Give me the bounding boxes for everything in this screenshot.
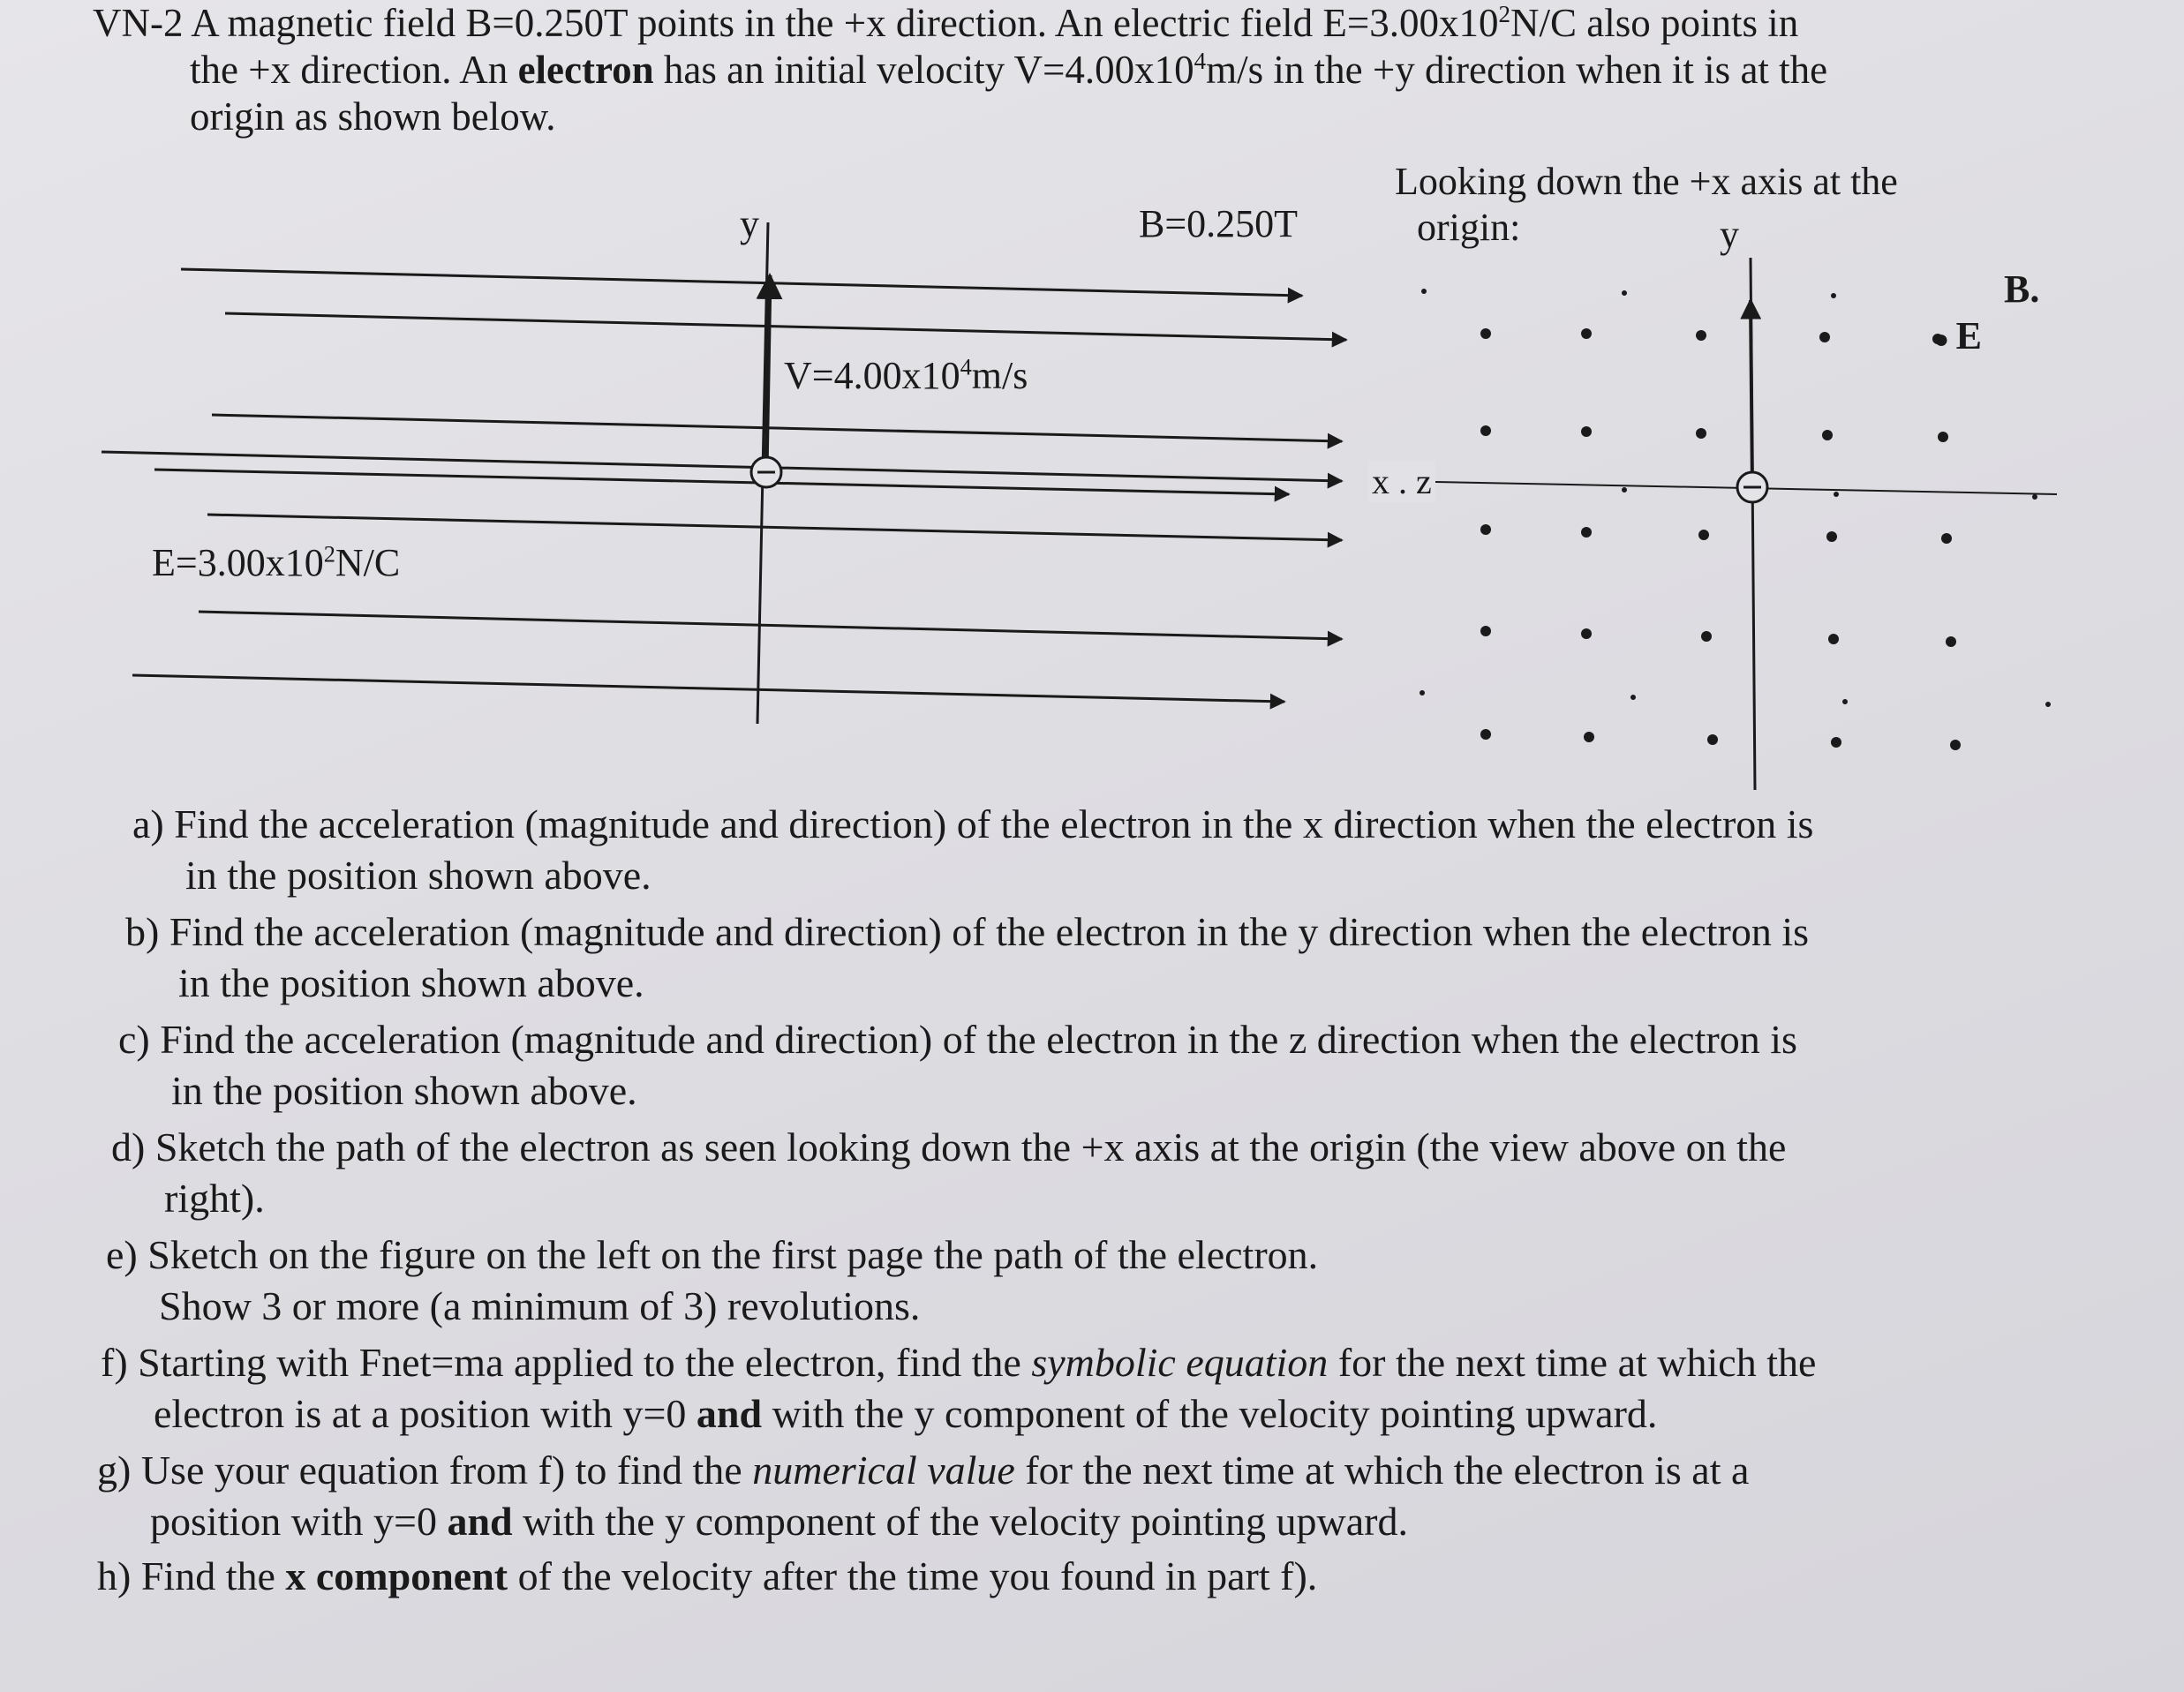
question-a: a) Find the acceleration (magnitude and direction) of the electron in the x direction when the electron is in the position shown above. [132, 801, 1814, 898]
field-dot [1480, 729, 1491, 740]
field-line [207, 515, 1342, 540]
field-dot [1622, 487, 1627, 493]
field-dot [1480, 524, 1491, 535]
field-line [199, 612, 1342, 639]
question-h: h) Find the x component of the velocity after the time you found in part f). [97, 1553, 1318, 1598]
field-line [102, 452, 1342, 481]
b-field-label: B=0.250T [1139, 202, 1299, 245]
field-dot [1946, 636, 1956, 647]
x-z-axis-label: x . z [1368, 461, 1435, 502]
electron-left [751, 457, 781, 487]
y-label-left: y [740, 202, 759, 245]
field-dot [1831, 737, 1841, 748]
field-dot [2032, 494, 2037, 500]
field-dot [2045, 702, 2051, 707]
field-dot [1819, 332, 1830, 342]
field-dot [1707, 734, 1718, 745]
field-dot [1938, 432, 1948, 442]
field-dot [1630, 695, 1636, 700]
field-dot [1831, 293, 1836, 298]
field-dot [1950, 740, 1961, 750]
field-dot [1701, 631, 1712, 642]
field-dot [1698, 530, 1709, 540]
e-label-right: ● E [1933, 314, 1982, 357]
field-dot [1822, 430, 1833, 440]
b-label-right: B. [2004, 267, 2040, 311]
question-g: g) Use your equation from f) to find the numerical value for the next time at which the electron is at a position with y=0 and with the y component of the velocity pointing upward. [97, 1448, 1750, 1544]
field-dot [1581, 628, 1592, 639]
field-dot [1828, 634, 1839, 644]
question-e: e) Sketch on the figure on the left on the first page the path of the electron. Show 3 or more (a minimum of 3) revolutions. [106, 1232, 1319, 1328]
field-dot [1581, 426, 1592, 437]
field-dot [1421, 289, 1427, 294]
y-arrow-right [1751, 300, 1752, 487]
field-line [132, 675, 1284, 702]
questions-list [97, 799, 2154, 1602]
field-line [181, 269, 1302, 296]
question-f: f) Starting with Fnet=ma applied to the electron, find the symbolic equation for the next time at which the electron is at a position with y=0 and with the y component of the velocity pointing upward. [101, 1340, 1817, 1436]
figure-canvas [0, 0, 2184, 812]
field-line [154, 470, 1289, 494]
field-dot [1480, 425, 1491, 436]
question-b: b) Find the acceleration (magnitude and direction) of the electron in the y direction when the electron is in the position shown above. [125, 909, 1810, 1005]
field-dot [1581, 527, 1592, 538]
y-label-right: y [1720, 213, 1739, 256]
field-dot [1826, 531, 1837, 542]
question-c: c) Find the acceleration (magnitude and direction) of the electron in the z direction when the electron is in the position shown above. [118, 1017, 1797, 1113]
question-d: d) Sketch the path of the electron as seen looking down the +x axis at the origin (the view above on the right). [111, 1124, 1787, 1221]
field-line [212, 415, 1342, 441]
field-dot [1834, 492, 1839, 497]
field-dot [1696, 428, 1706, 439]
field-dot [1941, 533, 1952, 544]
right-figure-caption-line-1: Looking down the +x axis at the [1395, 160, 1898, 203]
field-dot [1622, 290, 1627, 296]
horizontal-axis-right [1390, 481, 2057, 494]
field-dot [1420, 690, 1425, 696]
field-dot [1842, 699, 1848, 704]
field-dot [1480, 328, 1491, 339]
field-dot [1584, 732, 1594, 742]
problem-line-3: origin as shown below. [190, 94, 556, 139]
field-dot [1696, 330, 1706, 341]
problem-line-1: VN-2 A magnetic field B=0.250T points in the +x direction. An electric field $E=3.00x10^2N/C$ also points in [93, 1, 1799, 45]
field-dot [1480, 626, 1491, 636]
problem-line-2: the +x direction. An electron has an initial velocity $V=4.00x10^4m/s$ in the +y direction when it is at the [190, 48, 1828, 92]
field-lines [102, 269, 1346, 702]
e-field-label: $E=3.00x10^2N/C$ [152, 540, 401, 584]
right-figure-caption-line-2: origin: [1417, 206, 1521, 249]
electron-right [1737, 472, 1767, 502]
velocity-label: $V=4.00x10^4m/s$ [784, 353, 1028, 397]
field-dot [1581, 328, 1592, 339]
field-line [225, 313, 1346, 340]
